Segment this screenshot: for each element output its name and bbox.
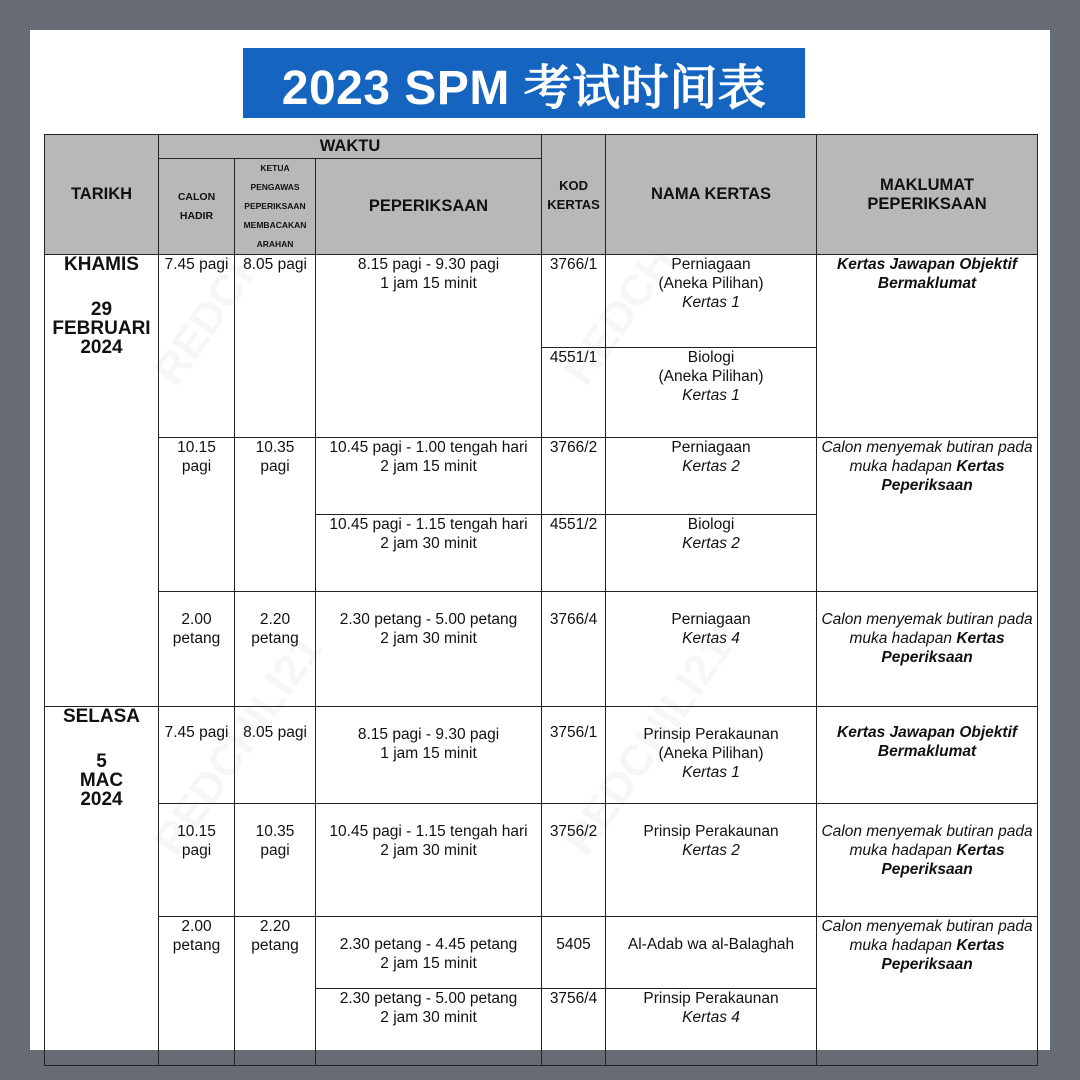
paper-number: Kertas 1 <box>682 294 740 311</box>
header-nama-kertas: NAMA KERTAS <box>606 135 817 255</box>
exam-time-cell <box>316 592 542 707</box>
arahan-cell: 10.35 pagi <box>235 438 316 592</box>
nama-kertas-cell <box>606 989 817 1066</box>
paper-number: Kertas 2 <box>682 458 740 475</box>
kod-cell: 4551/1 <box>542 348 606 438</box>
header-waktu: WAKTU <box>159 135 542 159</box>
subject-name: Prinsip Perakaunan <box>643 990 779 1007</box>
paper-number: Kertas 2 <box>682 842 740 859</box>
kod-cell: 5405 <box>542 917 606 989</box>
exam-time-cell <box>316 804 542 917</box>
paper-number: Kertas 2 <box>682 535 740 552</box>
kod-cell: 3766/4 <box>542 592 606 707</box>
nama-kertas-cell <box>606 255 817 348</box>
exam-time-cell <box>316 438 542 515</box>
exam-duration: 2 jam 30 minit <box>380 842 477 859</box>
subject-name: Al-Adab wa al-Balaghah <box>627 936 795 953</box>
date-day: 29 <box>90 299 113 320</box>
info-text: Calon menyemak butiran pada muka hadapan <box>821 918 1033 954</box>
maklumat-cell: Kertas Jawapan Objektif Bermaklumat <box>817 707 1038 804</box>
kod-cell: 3756/4 <box>542 989 606 1066</box>
maklumat-cell <box>817 804 1038 917</box>
subject-name: Perniagaan <box>671 439 751 456</box>
arahan-cell: 2.20 petang <box>235 917 316 1066</box>
page-title: 2023 SPM 考试时间表 <box>243 48 805 118</box>
date-month: MAC <box>79 770 124 791</box>
arahan-cell: 8.05 pagi <box>235 255 316 438</box>
nama-kertas-cell <box>606 438 817 515</box>
paper-number: Kertas 1 <box>682 387 740 404</box>
subject-type: (Aneka Pilihan) <box>658 368 764 385</box>
exam-time: 8.15 pagi - 9.30 pagi <box>357 256 500 273</box>
exam-time: 2.30 petang - 5.00 petang <box>339 611 518 628</box>
date-cell-khamis <box>45 255 159 707</box>
header-ketua-pengawas: KETUA PENGAWAS PEPERIKSAAN MEMBACAKAN ARAHAN <box>235 159 316 255</box>
date-year: 2024 <box>80 789 123 810</box>
exam-time: 10.45 pagi - 1.00 tengah hari <box>329 439 528 456</box>
table-row <box>45 255 1038 348</box>
date-month: FEBRUARI <box>52 318 151 339</box>
subject-name: Biologi <box>687 349 735 366</box>
calon-hadir-cell: 2.00 petang <box>159 592 235 707</box>
exam-duration: 2 jam 30 minit <box>380 535 477 552</box>
day-name: KHAMIS <box>64 254 139 275</box>
exam-time-cell <box>316 707 542 804</box>
subject-name: Perniagaan <box>671 256 751 273</box>
exam-time: 2.30 petang - 5.00 petang <box>339 990 518 1007</box>
maklumat-cell <box>817 592 1038 707</box>
subject-type: (Aneka Pilihan) <box>658 745 764 762</box>
exam-duration: 2 jam 30 minit <box>380 630 477 647</box>
kod-cell: 3766/2 <box>542 438 606 515</box>
date-cell-selasa <box>45 707 159 1066</box>
info-bold: Kertas Peperiksaan <box>881 630 1005 666</box>
kod-cell: 3756/1 <box>542 707 606 804</box>
nama-kertas-cell <box>606 348 817 438</box>
subject-name: Prinsip Perakaunan <box>643 726 779 743</box>
subject-name: Biologi <box>687 516 735 533</box>
exam-time-cell <box>316 255 542 438</box>
header-calon-hadir: CALON HADIR <box>159 159 235 255</box>
table-row <box>45 438 1038 515</box>
exam-time: 2.30 petang - 4.45 petang <box>339 936 518 953</box>
calon-hadir-cell: 7.45 pagi <box>159 255 235 438</box>
calon-hadir-cell: 10.15 pagi <box>159 438 235 592</box>
paper-number: Kertas 4 <box>682 630 740 647</box>
calon-hadir-cell: 2.00 petang <box>159 917 235 1066</box>
subject-name: Prinsip Perakaunan <box>643 823 779 840</box>
header-peperiksaan: PEPERIKSAAN <box>316 159 542 255</box>
paper-number: Kertas 4 <box>682 1009 740 1026</box>
exam-duration: 1 jam 15 minit <box>380 745 477 762</box>
maklumat-cell <box>817 917 1038 1066</box>
exam-time-cell <box>316 515 542 592</box>
arahan-cell: 2.20 petang <box>235 592 316 707</box>
exam-duration: 2 jam 15 minit <box>380 458 477 475</box>
exam-time-cell <box>316 917 542 989</box>
table-row <box>45 592 1038 707</box>
nama-kertas-cell <box>606 515 817 592</box>
info-text: Calon menyemak butiran pada muka hadapan <box>821 611 1033 647</box>
kod-cell: 3756/2 <box>542 804 606 917</box>
exam-duration: 2 jam 30 minit <box>380 1009 477 1026</box>
kod-cell: 4551/2 <box>542 515 606 592</box>
info-text: Calon menyemak butiran pada muka hadapan <box>821 439 1033 475</box>
exam-schedule-table <box>44 134 1038 1066</box>
subject-name: Perniagaan <box>671 611 751 628</box>
header-maklumat: MAKLUMAT PEPERIKSAAN <box>817 135 1038 255</box>
info-bold: Kertas Peperiksaan <box>881 842 1005 878</box>
table-row <box>45 804 1038 917</box>
table-row <box>45 707 1038 804</box>
maklumat-cell <box>817 438 1038 592</box>
nama-kertas-cell <box>606 592 817 707</box>
date-year: 2024 <box>80 337 123 358</box>
calon-hadir-cell: 7.45 pagi <box>159 707 235 804</box>
arahan-cell: 8.05 pagi <box>235 707 316 804</box>
day-name: SELASA <box>62 706 141 727</box>
arahan-cell: 10.35 pagi <box>235 804 316 917</box>
exam-time: 10.45 pagi - 1.15 tengah hari <box>329 516 528 533</box>
table-row <box>45 917 1038 989</box>
exam-time-cell <box>316 989 542 1066</box>
exam-duration: 1 jam 15 minit <box>380 275 477 292</box>
info-bold: Kertas Peperiksaan <box>881 937 1005 973</box>
kod-cell: 3766/1 <box>542 255 606 348</box>
header-kod-kertas: KOD KERTAS <box>542 135 606 255</box>
exam-duration: 2 jam 15 minit <box>380 955 477 972</box>
header-tarikh: TARIKH <box>45 135 159 255</box>
paper-number: Kertas 1 <box>682 764 740 781</box>
maklumat-cell: Kertas Jawapan Objektif Bermaklumat <box>817 255 1038 438</box>
nama-kertas-cell <box>606 917 817 989</box>
nama-kertas-cell <box>606 707 817 804</box>
info-text: Calon menyemak butiran pada muka hadapan <box>821 823 1033 859</box>
calon-hadir-cell: 10.15 pagi <box>159 804 235 917</box>
exam-time: 10.45 pagi - 1.15 tengah hari <box>329 823 528 840</box>
nama-kertas-cell <box>606 804 817 917</box>
exam-time: 8.15 pagi - 9.30 pagi <box>357 726 500 743</box>
date-day: 5 <box>96 751 107 772</box>
subject-type: (Aneka Pilihan) <box>658 275 764 292</box>
info-bold: Kertas Peperiksaan <box>881 458 1005 494</box>
